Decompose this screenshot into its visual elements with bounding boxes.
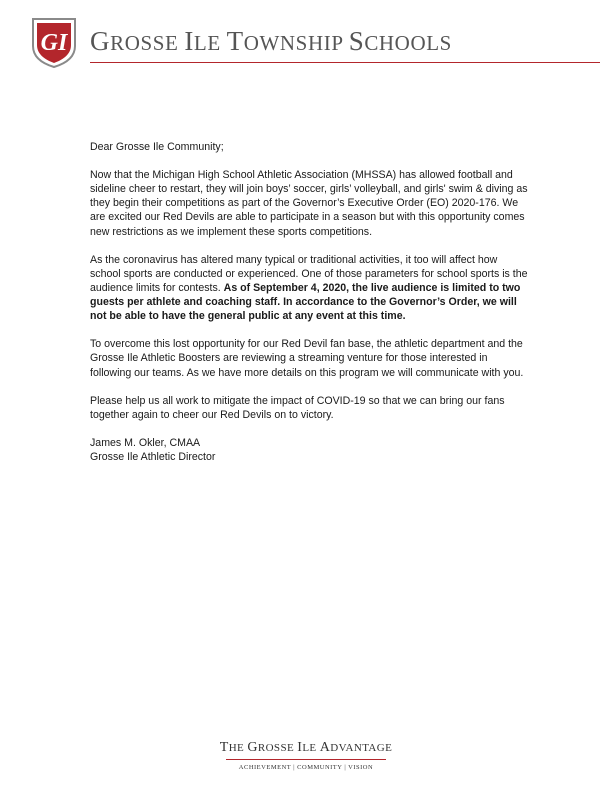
school-name: GROSSE ILE TOWNSHIP SCHOOLS (90, 26, 452, 56)
paragraph-2-text: As the coronavirus has altered many typical or traditional activities, it too will affect how school sports are conducted or experienced. One of those parameters for school sports is the audience limits for contests. (90, 253, 528, 294)
letter-body (90, 140, 530, 464)
signature-title: Grosse Ile Athletic Director (90, 451, 216, 464)
footer-tagline: ACHIEVEMENT | COMMUNITY | VISION (238, 764, 374, 771)
paragraph-1: Now that the Michigan High School Athletic Association (MHSSA) has allowed football and sideline cheer to restart, they will join boys’ soccer, girls’ volleyball, and girls' swim & diving as they begin their competitions as part of the Governor’s Executive Order (EO) 2020-176. We are excited our Red Devils are able to participate in a season but with this opportunity comes new restrictions as we implement these sports competitions. (90, 169, 528, 238)
salutation: Dear Grosse Ile Community; (90, 141, 224, 153)
signature-block (90, 436, 530, 464)
letterhead (24, 12, 584, 72)
header-divider (90, 62, 600, 63)
footer-divider (226, 759, 386, 760)
logo-letters: GI (40, 30, 68, 56)
signature-name: James M. Okler, CMAA (90, 436, 201, 449)
gi-shield-logo-icon (30, 16, 78, 68)
footer-title: THE GROSSE ILE ADVANTAGE (219, 740, 393, 755)
footer (0, 740, 612, 771)
paragraph-3: To overcome this lost opportunity for our Red Devil fan base, the athletic department and the Grosse Ile Athletic Boosters are reviewing a streaming venture for those interested in following our teams. As we have more details on this program we will communicate with you. (90, 338, 524, 379)
paragraph-2-bold-text: As of September 4, 2020, the live audience is limited to two guests per athlete and coaching staff. In accordance to the Governor’s Order, we will not be able to have the general public at any event at this time. (90, 281, 521, 323)
paragraph-4: Please help us all work to mitigate the impact of COVID-19 so that we can bring our fans together again to cheer our Red Devils on to victory. (90, 394, 505, 421)
paragraph-2 (90, 253, 530, 323)
